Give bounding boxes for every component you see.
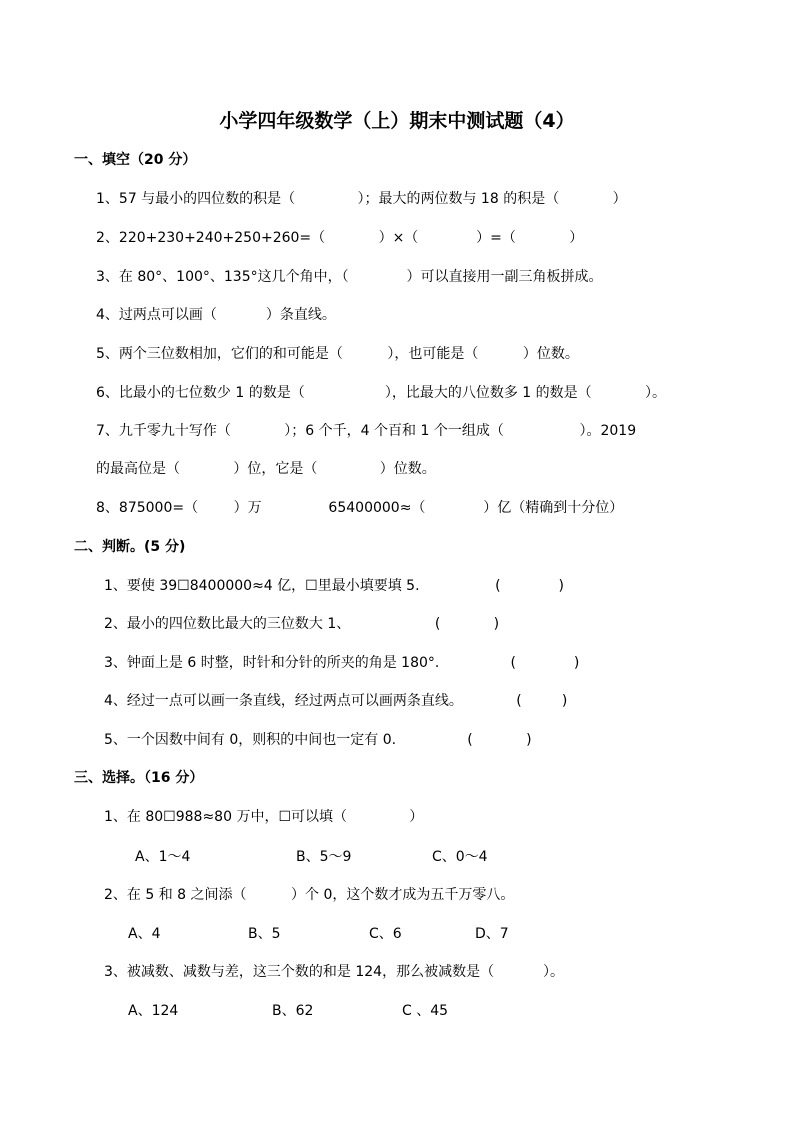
judge-item-4: 4、经过一点可以画一条直线，经过两点可以画两条直线。 ( ) xyxy=(104,693,568,709)
choice-option: A、1～4 xyxy=(135,849,191,865)
choice-option: C、6 xyxy=(369,926,402,942)
judge-item-3: 3、钟面上是 6 时整，时针和分针的所夹的角是 180°. ( ) xyxy=(104,655,580,671)
section-heading-judge: 二、判断。(5 分) xyxy=(74,539,186,555)
section-heading-choice: 三、选择。（16 分） xyxy=(74,770,204,786)
page-title: 小学四年级数学（上）期末中测试题（4） xyxy=(219,110,575,132)
fill-item-2: 2、220+230+240+250+260=（ ）×（ ）=（ ） xyxy=(96,230,584,246)
choice-option: A、124 xyxy=(128,1003,179,1019)
choice-option: C 、45 xyxy=(402,1003,449,1019)
fill-item-4: 4、过两点可以画（ ）条直线。 xyxy=(96,307,336,323)
judge-item-2: 2、最小的四位数比最大的三位数大 1、 ( ) xyxy=(104,616,500,632)
choice-option: B、5 xyxy=(248,926,281,942)
choice-option: A、4 xyxy=(128,926,161,942)
choice-option: C、0～4 xyxy=(432,849,488,865)
choice-question-3: 3、被减数、减数与差，这三个数的和是 124，那么被减数是（ ）。 xyxy=(104,964,565,980)
judge-item-5: 5、一个因数中间有 0，则积的中间也一定有 0. ( ) xyxy=(104,732,532,748)
fill-item-8: 8、875000=（ ）万 65400000≈（ ）亿（精确到十分位） xyxy=(96,500,624,516)
fill-item-6: 6、比最小的七位数少 1 的数是（ ），比最大的八位数多 1 的数是（ ）。 xyxy=(96,385,667,401)
choice-option: B、5～9 xyxy=(296,849,352,865)
choice-question-2: 2、在 5 和 8 之间添（ ）个 0，这个数才成为五千万零八。 xyxy=(104,887,515,903)
fill-item-7-continued: 的最高位是（ ）位，它是（ ）位数。 xyxy=(96,461,436,477)
fill-item-1: 1、57 与最小的四位数的积是（ ）；最大的两位数与 18 的积是（ ） xyxy=(96,191,627,207)
choice-question-1: 1、在 80☐988≈80 万中，☐可以填（ ） xyxy=(104,809,424,825)
fill-item-3: 3、在 80°、100°、135°这几个角中，（ ）可以直接用一副三角板拼成。 xyxy=(96,269,603,285)
choice-option: B、62 xyxy=(272,1003,314,1019)
fill-item-7: 7、九千零九十写作（ ）；6 个千，4 个百和 1 个一组成（ ）。2019 xyxy=(96,423,637,439)
fill-item-5: 5、两个三位数相加，它们的和可能是（ ），也可能是（ ）位数。 xyxy=(96,346,579,362)
judge-item-1: 1、要使 39☐8400000≈4 亿，☐里最小填要填 5. ( ) xyxy=(104,578,564,594)
choice-option: D、7 xyxy=(475,926,509,942)
section-heading-fill: 一、填空（20 分） xyxy=(74,152,197,168)
